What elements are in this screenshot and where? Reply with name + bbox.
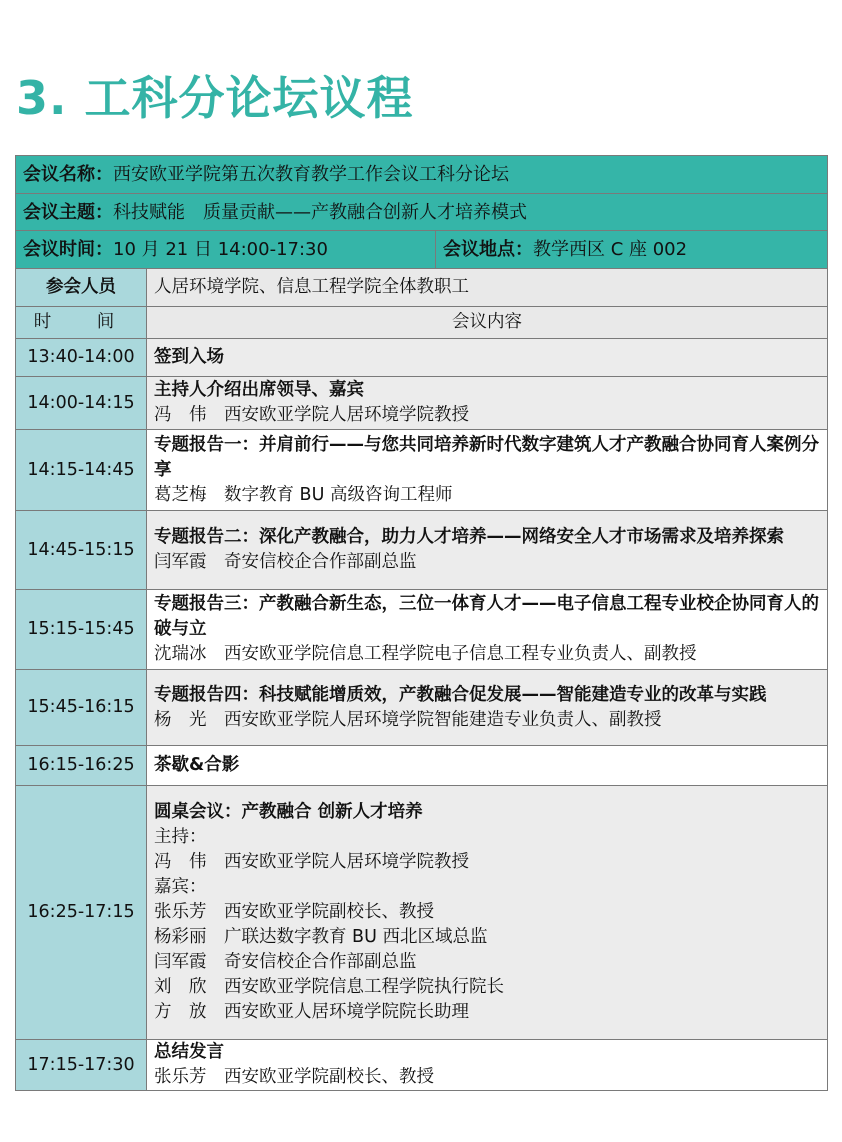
meeting-location-cell	[436, 231, 828, 269]
meeting-time-label: 会议时间：	[23, 239, 113, 260]
agenda-content	[147, 590, 828, 670]
meeting-location-value: 教学西区 C 座 002	[533, 239, 688, 260]
agenda-time: 14:45-15:15	[16, 511, 147, 590]
attendees-value: 人居环境学院、信息工程学院全体教职工	[147, 269, 828, 307]
attendees-row	[16, 269, 828, 307]
meeting-theme-value: 科技赋能 质量贡献——产教融合创新人才培养模式	[113, 201, 527, 223]
meeting-theme-label: 会议主题：	[23, 201, 113, 223]
agenda-time: 16:25-17:15	[16, 786, 147, 1040]
agenda-time: 15:15-15:45	[16, 590, 147, 670]
agenda-time: 14:15-14:45	[16, 430, 147, 511]
agenda-title: 圆桌会议：产教融合 创新人才培养	[154, 802, 423, 822]
meeting-theme-row	[16, 194, 828, 231]
agenda-row	[16, 339, 828, 377]
page-title: 3. 工科分论坛议程	[16, 71, 414, 125]
column-header-row	[16, 307, 828, 339]
column-header-time: 时 间	[16, 307, 147, 339]
agenda-content	[147, 339, 828, 377]
agenda-time: 16:15-16:25	[16, 746, 147, 786]
agenda-row	[16, 746, 828, 786]
agenda-content	[147, 1040, 828, 1091]
agenda-line: 刘 欣 西安欧亚学院信息工程学院执行院长	[154, 977, 504, 997]
agenda-title: 签到入场	[154, 347, 224, 367]
agenda-content	[147, 746, 828, 786]
agenda-title: 专题报告三：产教融合新生态，三位一体育人才——电子信息工程专业校企协同育人的破与立	[154, 594, 819, 639]
agenda-row	[16, 590, 828, 670]
meeting-time-cell	[16, 231, 436, 269]
agenda-line: 冯 伟 西安欧亚学院人居环境学院教授	[154, 852, 469, 872]
agenda-row	[16, 670, 828, 746]
agenda-title: 总结发言	[154, 1042, 224, 1062]
agenda-line: 张乐芳 西安欧亚学院副校长、教授	[154, 902, 434, 922]
agenda-row	[16, 511, 828, 590]
agenda-content	[147, 670, 828, 746]
agenda-line: 方 放 西安欧亚人居环境学院院长助理	[154, 1002, 469, 1022]
agenda-line: 杨彩丽 广联达数字教育 BU 西北区域总监	[154, 927, 488, 947]
agenda-time: 15:45-16:15	[16, 670, 147, 746]
agenda-content	[147, 430, 828, 511]
attendees-label: 参会人员	[16, 269, 147, 307]
agenda-time: 14:00-14:15	[16, 377, 147, 430]
agenda-title: 专题报告一：并肩前行——与您共同培养新时代数字建筑人才产教融合协同育人案例分享	[154, 434, 819, 480]
agenda-line: 闫军霞 奇安信校企合作部副总监	[154, 952, 417, 972]
agenda-title: 专题报告四：科技赋能增质效，产教融合促发展——智能建造专业的改革与实践	[154, 684, 767, 705]
agenda-time: 13:40-14:00	[16, 339, 147, 377]
meeting-name-cell	[16, 156, 828, 194]
agenda-content	[147, 511, 828, 590]
meeting-theme-cell	[16, 194, 828, 231]
meeting-name-row	[16, 156, 828, 194]
agenda-line: 嘉宾：	[154, 877, 207, 897]
column-header-content: 会议内容	[147, 307, 828, 339]
agenda-speaker: 葛芝梅 数字教育 BU 高级咨询工程师	[154, 484, 453, 505]
agenda-title: 主持人介绍出席领导、嘉宾	[154, 380, 364, 400]
agenda-row	[16, 786, 828, 1040]
agenda-title: 茶歇&合影	[154, 755, 240, 775]
agenda-row	[16, 430, 828, 511]
agenda-content	[147, 786, 828, 1040]
agenda-row	[16, 377, 828, 430]
agenda-title: 专题报告二：深化产教融合，助力人才培养——网络安全人才市场需求及培养探索	[154, 527, 784, 547]
agenda-content	[147, 377, 828, 430]
agenda-line: 主持：	[154, 827, 207, 847]
meeting-name-label: 会议名称：	[23, 164, 113, 185]
meeting-time-row	[16, 231, 828, 269]
agenda-table	[15, 155, 828, 1091]
agenda-time: 17:15-17:30	[16, 1040, 147, 1091]
agenda-speaker: 闫军霞 奇安信校企合作部副总监	[154, 552, 417, 572]
agenda-speaker: 冯 伟 西安欧亚学院人居环境学院教授	[154, 405, 469, 425]
agenda-speaker: 张乐芳 西安欧亚学院副校长、教授	[154, 1067, 434, 1087]
meeting-name-value: 西安欧亚学院第五次教育教学工作会议工科分论坛	[113, 164, 509, 185]
agenda-speaker: 杨 光 西安欧亚学院人居环境学院智能建造专业负责人、副教授	[154, 709, 662, 730]
agenda-row	[16, 1040, 828, 1091]
agenda-speaker: 沈瑞冰 西安欧亚学院信息工程学院电子信息工程专业负责人、副教授	[154, 644, 697, 664]
meeting-location-label: 会议地点：	[443, 239, 533, 260]
meeting-time-value: 10 月 21 日 14:00-17:30	[113, 239, 328, 260]
